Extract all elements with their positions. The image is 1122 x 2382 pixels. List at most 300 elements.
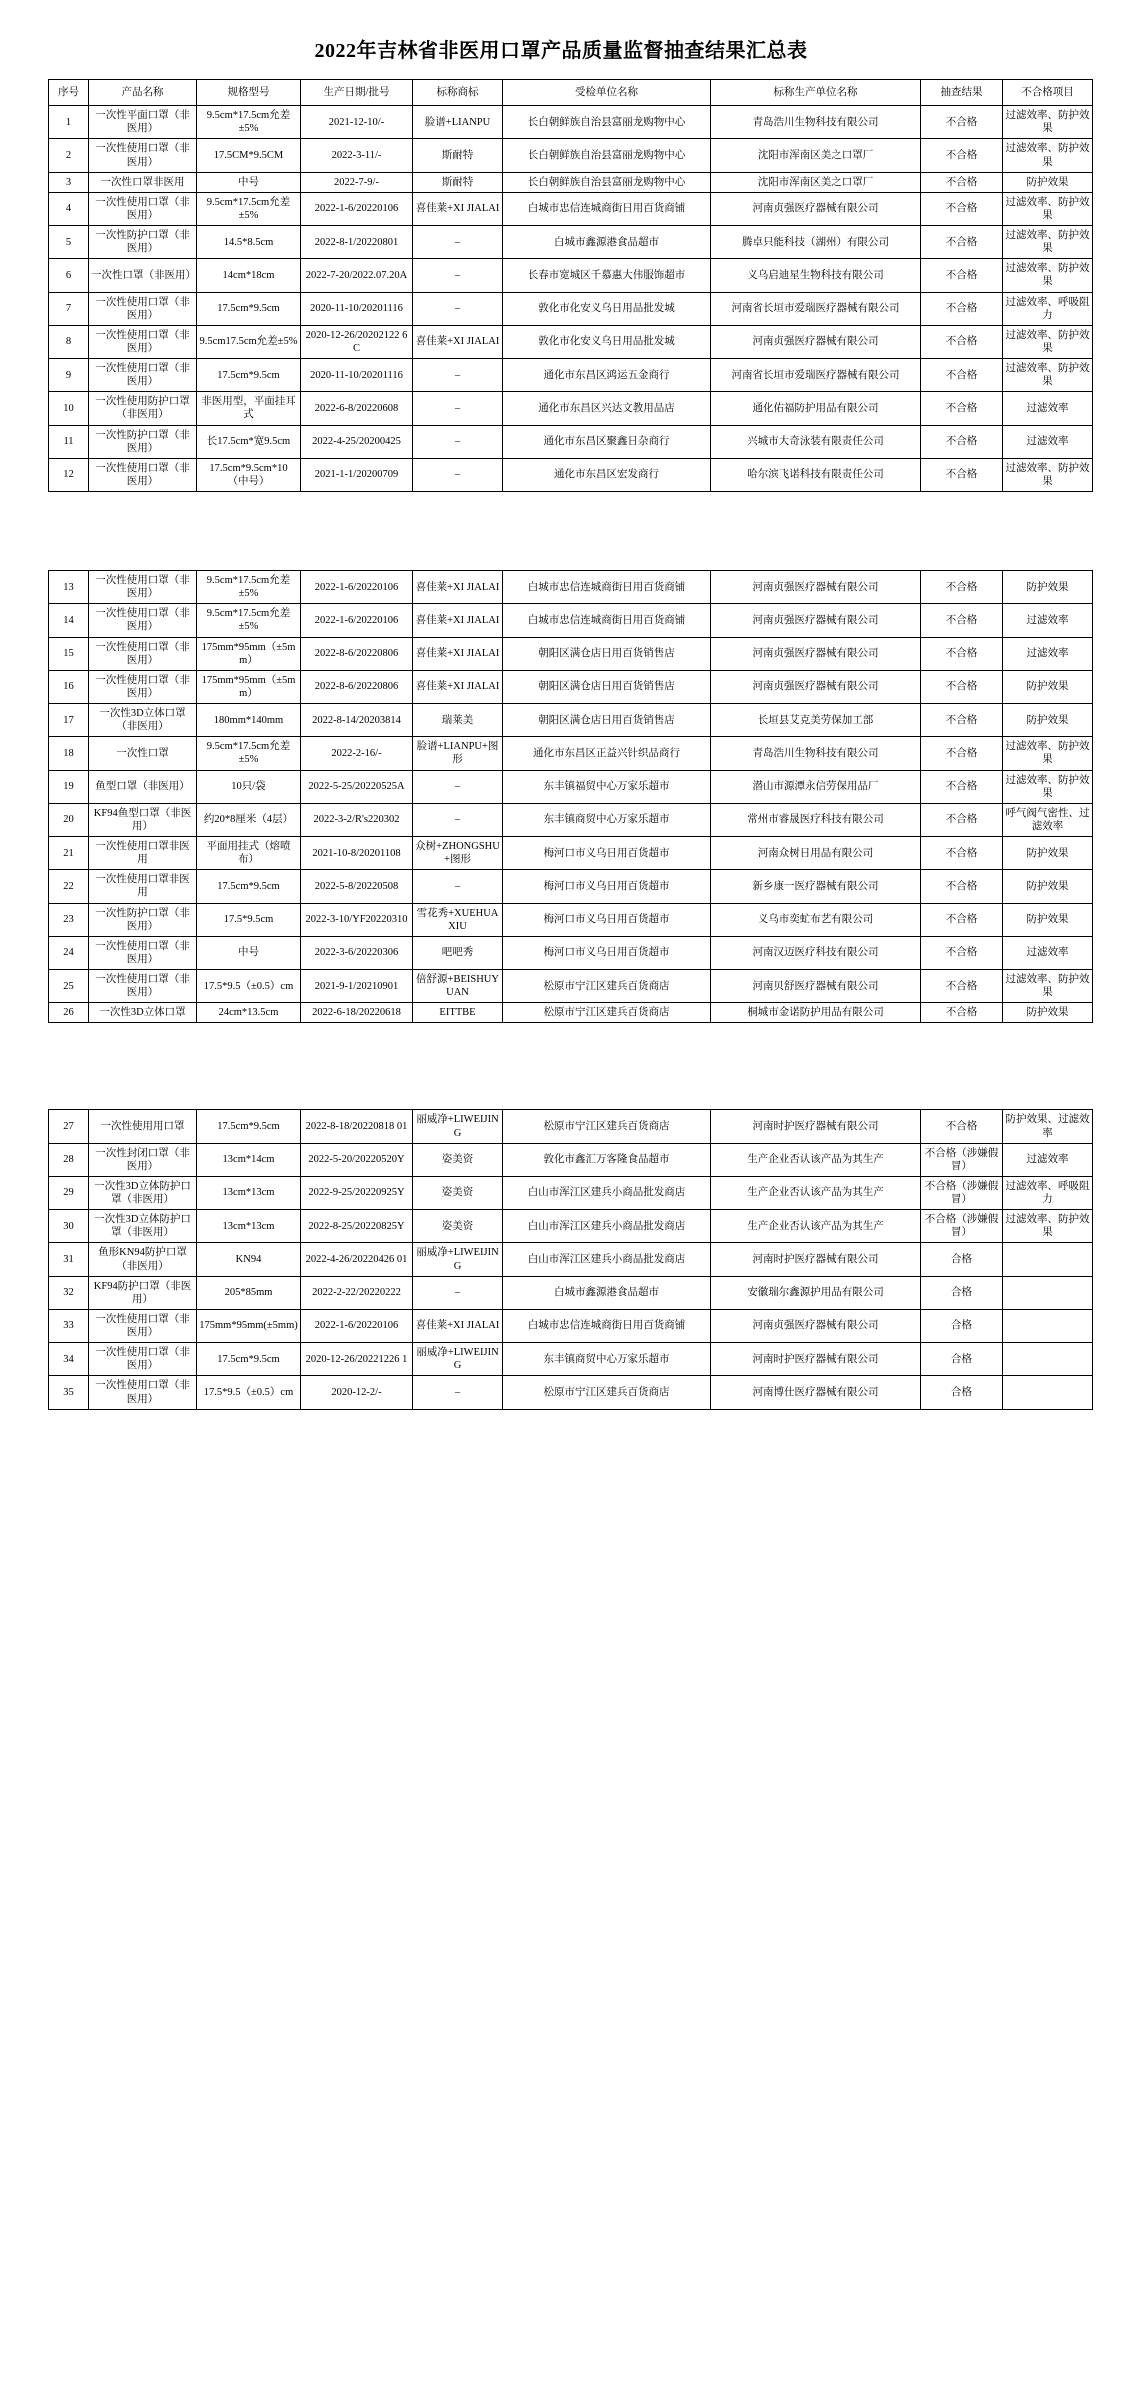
cell-spec-model: 17.5cm*9.5cm	[197, 1110, 301, 1143]
cell-manufacturer: 河南博仕医疗器械有限公司	[711, 1376, 921, 1409]
cell-trademark: –	[413, 1276, 503, 1309]
cell-failed-items: 防护效果	[1003, 837, 1093, 870]
cell-inspected-unit: 通化市东昌区鸿运五金商行	[503, 359, 711, 392]
cell-manufacturer: 桐城市金诺防护用品有限公司	[711, 1003, 921, 1023]
cell-trademark: 丽威净+LIWEIJING	[413, 1343, 503, 1376]
cell-spec-model: 9.5cm*17.5cm允差±5%	[197, 192, 301, 225]
cell-result: 不合格	[921, 970, 1003, 1003]
table-row	[49, 637, 1093, 670]
cell-production-date: 2021-9-1/20210901	[301, 970, 413, 1003]
cell-manufacturer: 常州市睿晟医疗科技有限公司	[711, 803, 921, 836]
cell-spec-model: 平面用挂式（熔喷布）	[197, 837, 301, 870]
cell-product-name: 鱼形KN94防护口罩（非医用）	[89, 1243, 197, 1276]
cell-inspected-unit: 白城市忠信连城商街日用百货商铺	[503, 571, 711, 604]
cell-trademark: 倍舒源+BEISHUYUAN	[413, 970, 503, 1003]
cell-production-date: 2022-3-6/20220306	[301, 936, 413, 969]
table-row	[49, 1210, 1093, 1243]
table-row	[49, 425, 1093, 458]
cell-failed-items: 过滤效率、防护效果	[1003, 1210, 1093, 1243]
cell-production-date: 2022-2-22/20220222	[301, 1276, 413, 1309]
quality-inspection-table-part-2	[48, 570, 1093, 1023]
cell-inspected-unit: 长春市宽城区千慕惠大伟服饰超市	[503, 259, 711, 292]
cell-production-date: 2022-1-6/20220106	[301, 571, 413, 604]
cell-failed-items: 防护效果	[1003, 670, 1093, 703]
cell-product-name: 一次性防护口罩（非医用）	[89, 425, 197, 458]
cell-product-name: 一次性使用口罩（非医用）	[89, 192, 197, 225]
cell-inspected-unit: 敦化市化安义乌日用品批发城	[503, 292, 711, 325]
cell-index: 17	[49, 704, 89, 737]
table-row	[49, 704, 1093, 737]
cell-index: 2	[49, 139, 89, 172]
cell-failed-items	[1003, 1276, 1093, 1309]
cell-failed-items: 过滤效率	[1003, 1143, 1093, 1176]
col-header-trademark: 标称商标	[413, 80, 503, 106]
cell-index: 33	[49, 1309, 89, 1342]
table-row	[49, 1243, 1093, 1276]
cell-spec-model: 24cm*13.5cm	[197, 1003, 301, 1023]
cell-spec-model: 17.5cm*9.5cm	[197, 1343, 301, 1376]
table-row	[49, 970, 1093, 1003]
cell-trademark: –	[413, 458, 503, 491]
cell-inspected-unit: 朝阳区满仓店日用百货销售店	[503, 637, 711, 670]
cell-result: 不合格（涉嫌假冒）	[921, 1143, 1003, 1176]
cell-trademark: 姿美资	[413, 1176, 503, 1209]
cell-production-date: 2022-7-20/2022.07.20A	[301, 259, 413, 292]
table-row	[49, 870, 1093, 903]
cell-manufacturer: 兴城市大奇泳装有限责任公司	[711, 425, 921, 458]
table-row	[49, 803, 1093, 836]
cell-spec-model: 17.5cm*9.5cm	[197, 359, 301, 392]
table-row	[49, 292, 1093, 325]
cell-product-name: 一次性使用口罩（非医用）	[89, 1343, 197, 1376]
cell-product-name: 一次性封闭口罩（非医用）	[89, 1143, 197, 1176]
cell-product-name: 一次性使用口罩（非医用）	[89, 139, 197, 172]
cell-spec-model: 14.5*8.5cm	[197, 226, 301, 259]
cell-manufacturer: 河南时护医疗器械有限公司	[711, 1110, 921, 1143]
cell-failed-items: 防护效果	[1003, 571, 1093, 604]
cell-product-name: 一次性防护口罩（非医用）	[89, 226, 197, 259]
table-row	[49, 604, 1093, 637]
cell-production-date: 2022-7-9/-	[301, 172, 413, 192]
cell-trademark: 姿美资	[413, 1210, 503, 1243]
page-title: 2022年吉林省非医用口罩产品质量监督抽查结果汇总表	[314, 40, 808, 62]
cell-trademark: 姿美资	[413, 1143, 503, 1176]
cell-result: 不合格（涉嫌假冒）	[921, 1210, 1003, 1243]
col-header-result: 抽查结果	[921, 80, 1003, 106]
cell-product-name: 一次性使用口罩（非医用）	[89, 670, 197, 703]
cell-index: 29	[49, 1176, 89, 1209]
cell-index: 15	[49, 637, 89, 670]
cell-result: 不合格	[921, 637, 1003, 670]
cell-product-name: 一次性使用口罩非医用	[89, 870, 197, 903]
cell-manufacturer: 潜山市源潭永信劳保用品厂	[711, 770, 921, 803]
cell-index: 26	[49, 1003, 89, 1023]
cell-result: 不合格	[921, 392, 1003, 425]
cell-product-name: KF94防护口罩（非医用）	[89, 1276, 197, 1309]
cell-inspected-unit: 白城市忠信连城商街日用百货商铺	[503, 604, 711, 637]
cell-manufacturer: 生产企业否认该产品为其生产	[711, 1210, 921, 1243]
cell-production-date: 2020-11-10/20201116	[301, 292, 413, 325]
cell-inspected-unit: 白山市浑江区建兵小商品批发商店	[503, 1210, 711, 1243]
cell-failed-items: 防护效果	[1003, 903, 1093, 936]
cell-trademark: 喜佳莱+XI JIALAI	[413, 571, 503, 604]
table-row	[49, 106, 1093, 139]
cell-product-name: 一次性3D立体口罩（非医用）	[89, 704, 197, 737]
cell-failed-items: 呼气阀气密性、过滤效率	[1003, 803, 1093, 836]
cell-failed-items: 防护效果、过滤效率	[1003, 1110, 1093, 1143]
table-row	[49, 1343, 1093, 1376]
cell-spec-model: 17.5cm*9.5cm	[197, 870, 301, 903]
cell-failed-items: 过滤效率、防护效果	[1003, 139, 1093, 172]
table-block-2	[48, 570, 1090, 1023]
cell-failed-items	[1003, 1376, 1093, 1409]
cell-failed-items: 过滤效率	[1003, 392, 1093, 425]
cell-manufacturer: 沈阳市浑南区美之口罩厂	[711, 139, 921, 172]
col-header-inspected-unit: 受检单位名称	[503, 80, 711, 106]
table-block-3	[48, 1109, 1090, 1409]
cell-trademark: –	[413, 1376, 503, 1409]
block-spacer-2	[0, 1023, 1122, 1109]
cell-trademark: –	[413, 770, 503, 803]
cell-trademark: –	[413, 359, 503, 392]
cell-trademark: 斯耐特	[413, 139, 503, 172]
cell-result: 合格	[921, 1276, 1003, 1309]
cell-result: 不合格	[921, 870, 1003, 903]
col-header-failed-items: 不合格项目	[1003, 80, 1093, 106]
cell-inspected-unit: 梅河口市义乌日用百货超市	[503, 870, 711, 903]
cell-production-date: 2022-5-20/20220520Y	[301, 1143, 413, 1176]
cell-inspected-unit: 敦化市化安义乌日用品批发城	[503, 325, 711, 358]
cell-manufacturer: 通化佑福防护用品有限公司	[711, 392, 921, 425]
cell-trademark: 脸谱+LIANPU+图形	[413, 737, 503, 770]
table-row	[49, 1276, 1093, 1309]
cell-inspected-unit: 长白朝鲜族自治县富丽龙购物中心	[503, 106, 711, 139]
cell-product-name: 一次性使用口罩非医用	[89, 837, 197, 870]
cell-spec-model: 中号	[197, 172, 301, 192]
cell-inspected-unit: 梅河口市义乌日用百货超市	[503, 903, 711, 936]
cell-production-date: 2022-6-18/20220618	[301, 1003, 413, 1023]
cell-failed-items: 过滤效率、呼吸阻力	[1003, 292, 1093, 325]
cell-product-name: 一次性使用口罩（非医用）	[89, 1309, 197, 1342]
cell-production-date: 2022-8-1/20220801	[301, 226, 413, 259]
cell-result: 不合格	[921, 106, 1003, 139]
cell-failed-items: 过滤效率、防护效果	[1003, 259, 1093, 292]
cell-index: 14	[49, 604, 89, 637]
cell-production-date: 2021-10-8/20201108	[301, 837, 413, 870]
cell-product-name: 一次性使用防护口罩（非医用）	[89, 392, 197, 425]
cell-result: 不合格	[921, 425, 1003, 458]
cell-index: 19	[49, 770, 89, 803]
cell-inspected-unit: 白山市浑江区建兵小商品批发商店	[503, 1243, 711, 1276]
cell-result: 不合格	[921, 172, 1003, 192]
cell-index: 10	[49, 392, 89, 425]
cell-production-date: 2022-3-11/-	[301, 139, 413, 172]
cell-production-date: 2022-8-14/20203814	[301, 704, 413, 737]
cell-failed-items: 过滤效率	[1003, 425, 1093, 458]
cell-spec-model: 175mm*95mm(±5mm)	[197, 1309, 301, 1342]
cell-manufacturer: 河南省长垣市爱瑞医疗器械有限公司	[711, 292, 921, 325]
cell-inspected-unit: 通化市东昌区宏发商行	[503, 458, 711, 491]
table-row	[49, 325, 1093, 358]
cell-inspected-unit: 白城市鑫源港食品超市	[503, 226, 711, 259]
cell-trademark: 众树+ZHONGSHU+图形	[413, 837, 503, 870]
cell-spec-model: 13cm*14cm	[197, 1143, 301, 1176]
cell-index: 8	[49, 325, 89, 358]
cell-manufacturer: 河南贞强医疗器械有限公司	[711, 1309, 921, 1342]
cell-spec-model: 17.5cm*9.5cm	[197, 292, 301, 325]
cell-trademark: –	[413, 392, 503, 425]
cell-trademark: –	[413, 803, 503, 836]
cell-failed-items: 过滤效率	[1003, 604, 1093, 637]
cell-trademark: 喜佳莱+XI JIALAI	[413, 604, 503, 637]
cell-result: 不合格	[921, 670, 1003, 703]
cell-result: 不合格	[921, 903, 1003, 936]
cell-production-date: 2022-8-18/20220818 01	[301, 1110, 413, 1143]
cell-result: 合格	[921, 1309, 1003, 1342]
cell-index: 3	[49, 172, 89, 192]
cell-spec-model: 约20*8厘米（4层）	[197, 803, 301, 836]
cell-production-date: 2022-8-6/20220806	[301, 670, 413, 703]
cell-index: 28	[49, 1143, 89, 1176]
cell-spec-model: 17.5*9.5（±0.5）cm	[197, 970, 301, 1003]
cell-failed-items: 过滤效率、呼吸阻力	[1003, 1176, 1093, 1209]
cell-trademark: 瑞莱美	[413, 704, 503, 737]
cell-failed-items	[1003, 1243, 1093, 1276]
cell-production-date: 2022-3-10/YF20220310	[301, 903, 413, 936]
cell-inspected-unit: 松原市宁江区建兵百货商店	[503, 1376, 711, 1409]
cell-failed-items: 过滤效率、防护效果	[1003, 970, 1093, 1003]
cell-result: 不合格	[921, 226, 1003, 259]
cell-production-date: 2022-9-25/20220925Y	[301, 1176, 413, 1209]
cell-trademark: 斯耐特	[413, 172, 503, 192]
cell-trademark: –	[413, 292, 503, 325]
table-row	[49, 139, 1093, 172]
cell-manufacturer: 长垣县艾克美劳保加工部	[711, 704, 921, 737]
cell-production-date: 2022-2-16/-	[301, 737, 413, 770]
cell-production-date: 2022-3-2/R's220302	[301, 803, 413, 836]
cell-spec-model: KN94	[197, 1243, 301, 1276]
cell-inspected-unit: 朝阳区满仓店日用百货销售店	[503, 670, 711, 703]
cell-index: 25	[49, 970, 89, 1003]
table-block-1	[48, 79, 1090, 492]
cell-product-name: 一次性使用口罩（非医用）	[89, 359, 197, 392]
cell-spec-model: 175mm*95mm（±5mm）	[197, 670, 301, 703]
cell-manufacturer: 义乌市奕虻布艺有限公司	[711, 903, 921, 936]
cell-result: 不合格	[921, 139, 1003, 172]
col-header-spec-model: 规格型号	[197, 80, 301, 106]
cell-production-date: 2022-5-8/20220508	[301, 870, 413, 903]
cell-result: 不合格	[921, 704, 1003, 737]
cell-manufacturer: 腾卓只能科技（湖州）有限公司	[711, 226, 921, 259]
cell-failed-items: 过滤效率、防护效果	[1003, 359, 1093, 392]
cell-failed-items: 防护效果	[1003, 1003, 1093, 1023]
cell-spec-model: 9.5cm*17.5cm允差±5%	[197, 571, 301, 604]
cell-manufacturer: 青岛浩川生物科技有限公司	[711, 106, 921, 139]
cell-production-date: 2022-4-25/20200425	[301, 425, 413, 458]
cell-result: 不合格	[921, 192, 1003, 225]
cell-inspected-unit: 松原市宁江区建兵百货商店	[503, 1003, 711, 1023]
table-row	[49, 458, 1093, 491]
cell-index: 20	[49, 803, 89, 836]
cell-index: 4	[49, 192, 89, 225]
cell-inspected-unit: 松原市宁江区建兵百货商店	[503, 1110, 711, 1143]
cell-index: 16	[49, 670, 89, 703]
cell-failed-items	[1003, 1343, 1093, 1376]
cell-manufacturer: 新乡康一医疗器械有限公司	[711, 870, 921, 903]
cell-spec-model: 13cm*13cm	[197, 1210, 301, 1243]
cell-index: 32	[49, 1276, 89, 1309]
cell-failed-items: 防护效果	[1003, 704, 1093, 737]
cell-result: 不合格	[921, 770, 1003, 803]
cell-index: 30	[49, 1210, 89, 1243]
cell-index: 13	[49, 571, 89, 604]
cell-production-date: 2022-8-6/20220806	[301, 637, 413, 670]
table-row	[49, 1376, 1093, 1409]
cell-production-date: 2022-4-26/20220426 01	[301, 1243, 413, 1276]
cell-production-date: 2022-1-6/20220106	[301, 604, 413, 637]
cell-production-date: 2020-12-26/20221226 1	[301, 1343, 413, 1376]
cell-product-name: 一次性使用口罩（非医用）	[89, 458, 197, 491]
cell-inspected-unit: 朝阳区满仓店日用百货销售店	[503, 704, 711, 737]
cell-production-date: 2020-12-2/-	[301, 1376, 413, 1409]
cell-product-name: 一次性使用用口罩	[89, 1110, 197, 1143]
cell-spec-model: 14cm*18cm	[197, 259, 301, 292]
cell-product-name: 一次性使用口罩（非医用）	[89, 1376, 197, 1409]
table-row	[49, 1176, 1093, 1209]
cell-spec-model: 9.5cm*17.5cm允差±5%	[197, 737, 301, 770]
cell-result: 不合格	[921, 837, 1003, 870]
cell-spec-model: 17.5*9.5cm	[197, 903, 301, 936]
cell-index: 11	[49, 425, 89, 458]
cell-manufacturer: 河南汉迈医疗科技有限公司	[711, 936, 921, 969]
cell-manufacturer: 河南时护医疗器械有限公司	[711, 1243, 921, 1276]
cell-inspected-unit: 白城市忠信连城商街日用百货商铺	[503, 192, 711, 225]
table-row	[49, 1110, 1093, 1143]
cell-product-name: 一次性使用口罩（非医用）	[89, 604, 197, 637]
cell-inspected-unit: 通化市东昌区正益兴针织品商行	[503, 737, 711, 770]
col-header-index: 序号	[49, 80, 89, 106]
cell-inspected-unit: 长白朝鲜族自治县富丽龙购物中心	[503, 172, 711, 192]
cell-product-name: 一次性口罩非医用	[89, 172, 197, 192]
cell-production-date: 2022-5-25/20220525A	[301, 770, 413, 803]
cell-spec-model: 13cm*13cm	[197, 1176, 301, 1209]
cell-index: 18	[49, 737, 89, 770]
cell-result: 不合格	[921, 325, 1003, 358]
cell-failed-items: 防护效果	[1003, 870, 1093, 903]
table-row	[49, 737, 1093, 770]
cell-failed-items: 过滤效率	[1003, 637, 1093, 670]
table-row	[49, 1003, 1093, 1023]
cell-manufacturer: 河南贞强医疗器械有限公司	[711, 670, 921, 703]
cell-trademark: 喜佳莱+XI JIALAI	[413, 670, 503, 703]
cell-result: 合格	[921, 1376, 1003, 1409]
cell-manufacturer: 青岛浩川生物科技有限公司	[711, 737, 921, 770]
cell-inspected-unit: 东丰镇福贸中心万家乐超市	[503, 770, 711, 803]
cell-index: 9	[49, 359, 89, 392]
cell-inspected-unit: 白山市浑江区建兵小商品批发商店	[503, 1176, 711, 1209]
cell-product-name: 一次性使用口罩（非医用）	[89, 325, 197, 358]
table-row	[49, 259, 1093, 292]
cell-index: 6	[49, 259, 89, 292]
table-row	[49, 936, 1093, 969]
cell-index: 7	[49, 292, 89, 325]
cell-manufacturer: 河南省长垣市爱瑞医疗器械有限公司	[711, 359, 921, 392]
cell-product-name: 一次性3D立体防护口罩（非医用）	[89, 1176, 197, 1209]
cell-manufacturer: 河南贞强医疗器械有限公司	[711, 192, 921, 225]
cell-result: 不合格	[921, 259, 1003, 292]
table-row	[49, 837, 1093, 870]
cell-product-name: 一次性口罩	[89, 737, 197, 770]
cell-result: 合格	[921, 1243, 1003, 1276]
cell-trademark: 丽威净+LIWEIJING	[413, 1110, 503, 1143]
cell-spec-model: 17.5*9.5（±0.5）cm	[197, 1376, 301, 1409]
col-header-production-date: 生产日期/批号	[301, 80, 413, 106]
cell-failed-items: 过滤效率、防护效果	[1003, 737, 1093, 770]
cell-trademark: 喜佳莱+XI JIALAI	[413, 325, 503, 358]
table-row	[49, 192, 1093, 225]
cell-inspected-unit: 梅河口市义乌日用百货超市	[503, 837, 711, 870]
cell-result: 不合格	[921, 604, 1003, 637]
cell-failed-items: 过滤效率	[1003, 936, 1093, 969]
cell-product-name: KF94鱼型口罩（非医用）	[89, 803, 197, 836]
cell-index: 5	[49, 226, 89, 259]
cell-spec-model: 非医用型，平面挂耳式	[197, 392, 301, 425]
cell-result: 不合格	[921, 737, 1003, 770]
cell-spec-model: 180mm*140mm	[197, 704, 301, 737]
cell-failed-items	[1003, 1309, 1093, 1342]
cell-result: 不合格	[921, 936, 1003, 969]
cell-result: 不合格	[921, 1003, 1003, 1023]
table-body-3	[49, 1110, 1093, 1409]
block-spacer-1	[0, 492, 1122, 570]
cell-inspected-unit: 松原市宁江区建兵百货商店	[503, 970, 711, 1003]
cell-failed-items: 过滤效率、防护效果	[1003, 770, 1093, 803]
cell-production-date: 2020-11-10/20201116	[301, 359, 413, 392]
table-row	[49, 903, 1093, 936]
quality-inspection-table-part-1	[48, 79, 1093, 492]
table-row	[49, 392, 1093, 425]
cell-production-date: 2021-12-10/-	[301, 106, 413, 139]
cell-trademark: 喜佳莱+XI JIALAI	[413, 637, 503, 670]
cell-index: 23	[49, 903, 89, 936]
cell-inspected-unit: 东丰镇商贸中心万家乐超市	[503, 1343, 711, 1376]
cell-product-name: 一次性使用口罩（非医用）	[89, 970, 197, 1003]
cell-failed-items: 过滤效率、防护效果	[1003, 106, 1093, 139]
cell-trademark: 雪花秀+XUEHUAXIU	[413, 903, 503, 936]
table-header	[49, 80, 1093, 106]
cell-spec-model: 9.5cm17.5cm允差±5%	[197, 325, 301, 358]
cell-index: 27	[49, 1110, 89, 1143]
cell-manufacturer: 河南贞强医疗器械有限公司	[711, 637, 921, 670]
cell-trademark: –	[413, 226, 503, 259]
cell-trademark: 丽威净+LIWEIJING	[413, 1243, 503, 1276]
table-body-2	[49, 571, 1093, 1023]
cell-production-date: 2022-1-6/20220106	[301, 192, 413, 225]
cell-failed-items: 过滤效率、防护效果	[1003, 458, 1093, 491]
cell-manufacturer: 河南贝舒医疗器械有限公司	[711, 970, 921, 1003]
cell-spec-model: 10只/袋	[197, 770, 301, 803]
cell-product-name: 一次性口罩（非医用）	[89, 259, 197, 292]
cell-trademark: EITTBE	[413, 1003, 503, 1023]
cell-manufacturer: 河南贞强医疗器械有限公司	[711, 604, 921, 637]
cell-index: 1	[49, 106, 89, 139]
cell-inspected-unit: 白城市忠信连城商街日用百货商铺	[503, 1309, 711, 1342]
cell-production-date: 2020-12-26/20202122 6C	[301, 325, 413, 358]
cell-manufacturer: 河南众树日用品有限公司	[711, 837, 921, 870]
cell-spec-model: 中号	[197, 936, 301, 969]
cell-inspected-unit: 东丰镇商贸中心万家乐超市	[503, 803, 711, 836]
cell-product-name: 一次性平面口罩（非医用）	[89, 106, 197, 139]
